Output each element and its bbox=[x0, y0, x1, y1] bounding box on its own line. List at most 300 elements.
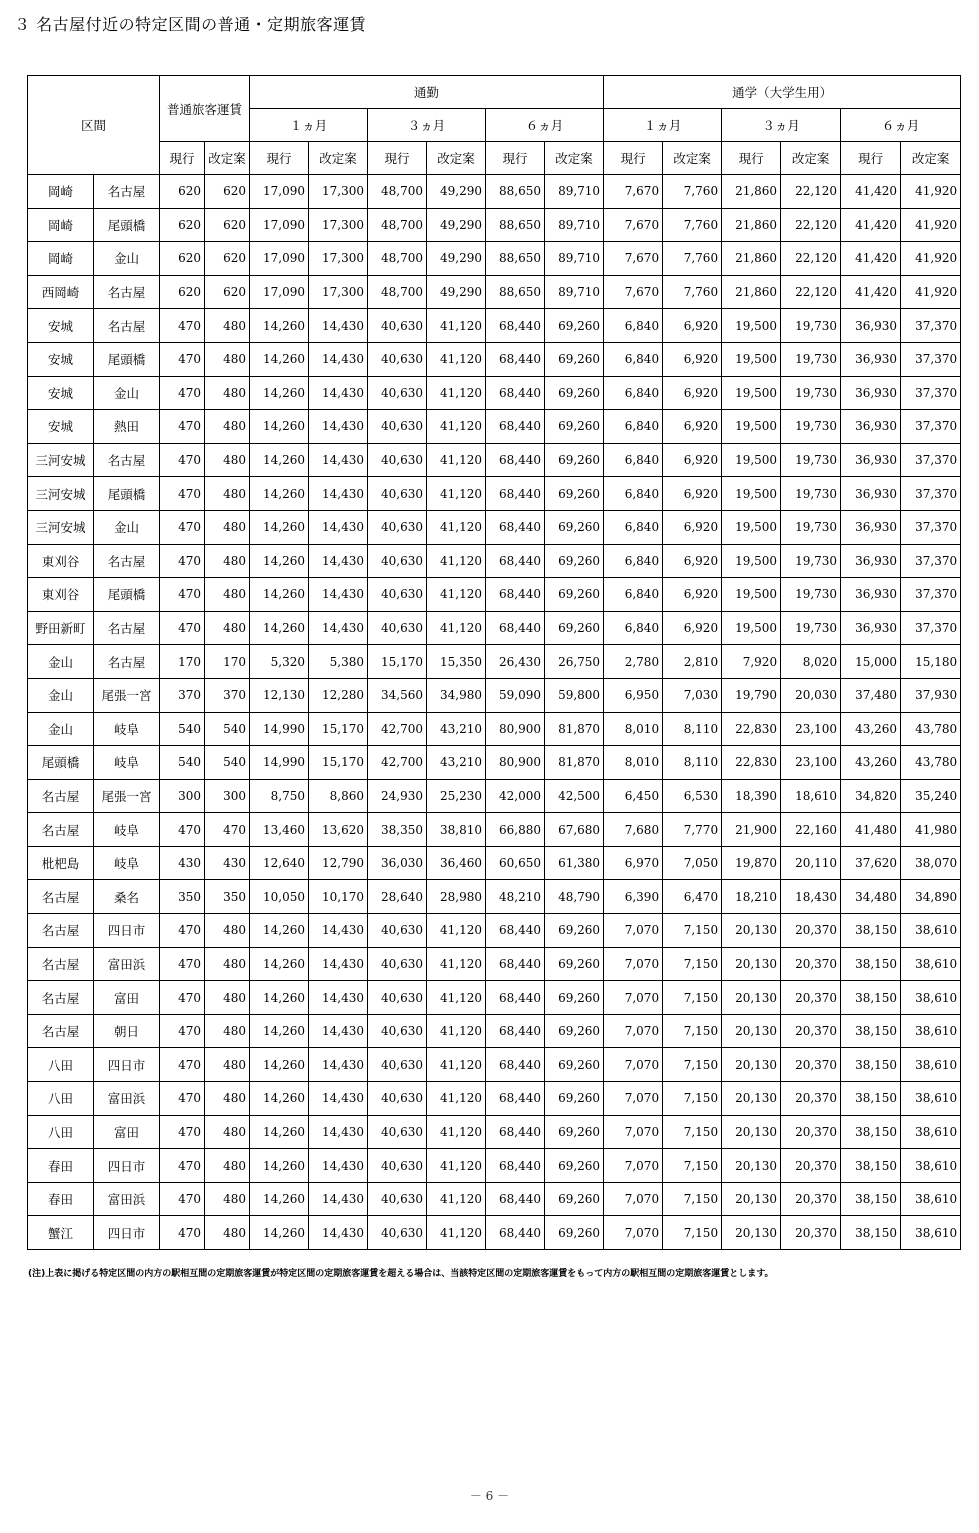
commute-1m-current-cell: 5,320 bbox=[250, 645, 309, 679]
regular-proposed-cell: 480 bbox=[205, 1115, 250, 1149]
student-3m-proposed-cell: 20,370 bbox=[781, 1048, 841, 1082]
commute-1m-current-cell: 14,260 bbox=[250, 914, 309, 948]
student-3m-current-cell: 18,390 bbox=[722, 779, 781, 813]
regular-current-cell: 470 bbox=[160, 611, 205, 645]
from-station-cell: 枇杷島 bbox=[28, 846, 94, 880]
commute-6m-proposed-cell: 89,710 bbox=[545, 275, 604, 309]
student-6m-proposed-cell: 37,370 bbox=[901, 510, 961, 544]
student-1m-proposed-cell: 7,760 bbox=[663, 175, 722, 209]
commute-1m-proposed-cell: 14,430 bbox=[309, 1216, 368, 1250]
regular-current-cell: 470 bbox=[160, 813, 205, 847]
from-station-cell: 蟹江 bbox=[28, 1216, 94, 1250]
student-6m-proposed-cell: 38,610 bbox=[901, 1115, 961, 1149]
regular-proposed-cell: 480 bbox=[205, 443, 250, 477]
commute-6m-proposed-cell: 69,260 bbox=[545, 947, 604, 981]
regular-proposed-cell: 480 bbox=[205, 376, 250, 410]
from-station-cell: 名古屋 bbox=[28, 914, 94, 948]
regular-current-cell: 470 bbox=[160, 1216, 205, 1250]
student-6m-current-cell: 36,930 bbox=[841, 443, 901, 477]
student-1m-proposed-cell: 7,150 bbox=[663, 914, 722, 948]
commute-3m-current-cell: 40,630 bbox=[368, 947, 427, 981]
student-1m-current-cell: 7,070 bbox=[604, 1082, 663, 1116]
regular-proposed-cell: 620 bbox=[205, 242, 250, 276]
student-6m-current-cell: 36,930 bbox=[841, 376, 901, 410]
commute-1m-current-cell: 14,990 bbox=[250, 712, 309, 746]
commute-6m-current-cell: 88,650 bbox=[486, 242, 545, 276]
commute-1m-proposed-cell: 17,300 bbox=[309, 175, 368, 209]
student-6m-proposed-cell: 37,370 bbox=[901, 611, 961, 645]
header-commute-1-month: １ヵ月 bbox=[250, 109, 368, 142]
student-1m-current-cell: 7,070 bbox=[604, 1014, 663, 1048]
header-section: 区間 bbox=[28, 76, 160, 175]
student-6m-proposed-cell: 38,610 bbox=[901, 914, 961, 948]
student-6m-current-cell: 38,150 bbox=[841, 1082, 901, 1116]
student-3m-current-cell: 20,130 bbox=[722, 914, 781, 948]
commute-1m-proposed-cell: 14,430 bbox=[309, 1082, 368, 1116]
commute-6m-current-cell: 80,900 bbox=[486, 746, 545, 780]
commute-6m-proposed-cell: 69,260 bbox=[545, 578, 604, 612]
student-1m-current-cell: 7,070 bbox=[604, 1048, 663, 1082]
commute-1m-proposed-cell: 14,430 bbox=[309, 1182, 368, 1216]
regular-current-cell: 370 bbox=[160, 678, 205, 712]
commute-3m-proposed-cell: 38,810 bbox=[427, 813, 486, 847]
student-3m-proposed-cell: 22,160 bbox=[781, 813, 841, 847]
from-station-cell: 春田 bbox=[28, 1182, 94, 1216]
student-6m-proposed-cell: 41,920 bbox=[901, 242, 961, 276]
regular-proposed-cell: 370 bbox=[205, 678, 250, 712]
footnote: (注)上表に掲げる特定区間の内方の駅相互間の定期旅客運賃が特定区間の定期旅客運賃を超える場合は、当該特定区間の定期旅客運賃をもって内方の駅相互間の定期旅客運賃とします。 bbox=[28, 1269, 774, 1279]
commute-3m-current-cell: 34,560 bbox=[368, 678, 427, 712]
commute-3m-proposed-cell: 41,120 bbox=[427, 1115, 486, 1149]
to-station-cell: 金山 bbox=[94, 376, 160, 410]
student-1m-proposed-cell: 6,470 bbox=[663, 880, 722, 914]
student-3m-proposed-cell: 20,030 bbox=[781, 678, 841, 712]
to-station-cell: 岐阜 bbox=[94, 846, 160, 880]
commute-6m-current-cell: 68,440 bbox=[486, 981, 545, 1015]
commute-6m-current-cell: 48,210 bbox=[486, 880, 545, 914]
from-station-cell: 岡崎 bbox=[28, 242, 94, 276]
student-6m-proposed-cell: 41,920 bbox=[901, 275, 961, 309]
commute-6m-proposed-cell: 89,710 bbox=[545, 208, 604, 242]
commute-6m-current-cell: 68,440 bbox=[486, 1216, 545, 1250]
commute-6m-proposed-cell: 69,260 bbox=[545, 1149, 604, 1183]
student-3m-proposed-cell: 20,370 bbox=[781, 1082, 841, 1116]
to-station-cell: 名古屋 bbox=[94, 309, 160, 343]
student-1m-current-cell: 6,840 bbox=[604, 611, 663, 645]
to-station-cell: 金山 bbox=[94, 510, 160, 544]
commute-6m-proposed-cell: 42,500 bbox=[545, 779, 604, 813]
student-6m-proposed-cell: 37,370 bbox=[901, 342, 961, 376]
commute-1m-current-cell: 17,090 bbox=[250, 275, 309, 309]
commute-6m-current-cell: 88,650 bbox=[486, 208, 545, 242]
student-1m-current-cell: 6,950 bbox=[604, 678, 663, 712]
commute-1m-proposed-cell: 5,380 bbox=[309, 645, 368, 679]
student-6m-proposed-cell: 35,240 bbox=[901, 779, 961, 813]
commute-3m-proposed-cell: 41,120 bbox=[427, 376, 486, 410]
commute-1m-proposed-cell: 14,430 bbox=[309, 376, 368, 410]
student-3m-proposed-cell: 22,120 bbox=[781, 242, 841, 276]
commute-3m-current-cell: 42,700 bbox=[368, 746, 427, 780]
student-1m-proposed-cell: 6,920 bbox=[663, 410, 722, 444]
commute-3m-current-cell: 40,630 bbox=[368, 1149, 427, 1183]
commute-6m-proposed-cell: 81,870 bbox=[545, 746, 604, 780]
student-3m-current-cell: 21,860 bbox=[722, 242, 781, 276]
student-1m-current-cell: 7,670 bbox=[604, 175, 663, 209]
table-row bbox=[28, 678, 961, 712]
student-3m-proposed-cell: 22,120 bbox=[781, 175, 841, 209]
commute-3m-proposed-cell: 41,120 bbox=[427, 947, 486, 981]
commute-1m-proposed-cell: 14,430 bbox=[309, 309, 368, 343]
to-station-cell: 金山 bbox=[94, 242, 160, 276]
header-current: 現行 bbox=[841, 142, 901, 175]
commute-3m-current-cell: 48,700 bbox=[368, 175, 427, 209]
commute-3m-proposed-cell: 41,120 bbox=[427, 1149, 486, 1183]
student-6m-proposed-cell: 38,070 bbox=[901, 846, 961, 880]
to-station-cell: 名古屋 bbox=[94, 175, 160, 209]
commute-1m-current-cell: 14,990 bbox=[250, 746, 309, 780]
table-row bbox=[28, 1048, 961, 1082]
student-3m-proposed-cell: 18,610 bbox=[781, 779, 841, 813]
fare-table-header bbox=[28, 76, 961, 175]
table-row bbox=[28, 880, 961, 914]
commute-6m-proposed-cell: 69,260 bbox=[545, 376, 604, 410]
regular-proposed-cell: 620 bbox=[205, 275, 250, 309]
commute-3m-proposed-cell: 41,120 bbox=[427, 1216, 486, 1250]
student-1m-current-cell: 6,840 bbox=[604, 544, 663, 578]
from-station-cell: 名古屋 bbox=[28, 880, 94, 914]
header-commute: 通勤 bbox=[250, 76, 604, 109]
regular-current-cell: 170 bbox=[160, 645, 205, 679]
table-row bbox=[28, 1082, 961, 1116]
student-1m-current-cell: 7,070 bbox=[604, 947, 663, 981]
table-row bbox=[28, 712, 961, 746]
to-station-cell: 岐阜 bbox=[94, 813, 160, 847]
student-3m-current-cell: 20,130 bbox=[722, 1216, 781, 1250]
from-station-cell: 尾頭橋 bbox=[28, 746, 94, 780]
header-commute-3-month: ３ヵ月 bbox=[368, 109, 486, 142]
student-3m-proposed-cell: 19,730 bbox=[781, 477, 841, 511]
student-6m-current-cell: 38,150 bbox=[841, 1216, 901, 1250]
table-row bbox=[28, 410, 961, 444]
student-3m-proposed-cell: 19,730 bbox=[781, 342, 841, 376]
commute-1m-proposed-cell: 14,430 bbox=[309, 342, 368, 376]
commute-3m-current-cell: 42,700 bbox=[368, 712, 427, 746]
regular-current-cell: 430 bbox=[160, 846, 205, 880]
regular-proposed-cell: 480 bbox=[205, 342, 250, 376]
to-station-cell: 四日市 bbox=[94, 1149, 160, 1183]
student-3m-proposed-cell: 20,370 bbox=[781, 1182, 841, 1216]
fare-table-body bbox=[28, 175, 961, 1250]
student-1m-proposed-cell: 8,110 bbox=[663, 746, 722, 780]
student-3m-proposed-cell: 19,730 bbox=[781, 510, 841, 544]
header-student-3-month: ３ヵ月 bbox=[722, 109, 841, 142]
to-station-cell: 名古屋 bbox=[94, 443, 160, 477]
commute-3m-proposed-cell: 28,980 bbox=[427, 880, 486, 914]
header-current: 現行 bbox=[250, 142, 309, 175]
regular-current-cell: 540 bbox=[160, 712, 205, 746]
commute-1m-proposed-cell: 14,430 bbox=[309, 544, 368, 578]
table-row bbox=[28, 746, 961, 780]
student-3m-current-cell: 20,130 bbox=[722, 1048, 781, 1082]
student-1m-current-cell: 6,840 bbox=[604, 410, 663, 444]
commute-3m-current-cell: 28,640 bbox=[368, 880, 427, 914]
student-6m-current-cell: 38,150 bbox=[841, 1182, 901, 1216]
student-6m-current-cell: 37,620 bbox=[841, 846, 901, 880]
regular-proposed-cell: 480 bbox=[205, 1149, 250, 1183]
regular-proposed-cell: 480 bbox=[205, 1216, 250, 1250]
student-3m-current-cell: 21,860 bbox=[722, 175, 781, 209]
from-station-cell: 野田新町 bbox=[28, 611, 94, 645]
student-6m-proposed-cell: 38,610 bbox=[901, 981, 961, 1015]
commute-1m-proposed-cell: 17,300 bbox=[309, 242, 368, 276]
student-3m-proposed-cell: 23,100 bbox=[781, 712, 841, 746]
commute-6m-proposed-cell: 69,260 bbox=[545, 1216, 604, 1250]
student-1m-current-cell: 7,070 bbox=[604, 1216, 663, 1250]
student-1m-proposed-cell: 6,920 bbox=[663, 342, 722, 376]
commute-1m-proposed-cell: 17,300 bbox=[309, 208, 368, 242]
commute-1m-current-cell: 8,750 bbox=[250, 779, 309, 813]
commute-6m-current-cell: 68,440 bbox=[486, 914, 545, 948]
commute-1m-proposed-cell: 12,280 bbox=[309, 678, 368, 712]
student-3m-current-cell: 20,130 bbox=[722, 947, 781, 981]
student-1m-current-cell: 6,840 bbox=[604, 309, 663, 343]
commute-3m-current-cell: 40,630 bbox=[368, 914, 427, 948]
regular-proposed-cell: 480 bbox=[205, 914, 250, 948]
commute-1m-current-cell: 14,260 bbox=[250, 611, 309, 645]
header-current-proposed-row bbox=[28, 142, 961, 175]
student-6m-proposed-cell: 15,180 bbox=[901, 645, 961, 679]
student-3m-proposed-cell: 20,370 bbox=[781, 981, 841, 1015]
student-6m-proposed-cell: 37,370 bbox=[901, 443, 961, 477]
regular-proposed-cell: 470 bbox=[205, 813, 250, 847]
commute-6m-proposed-cell: 81,870 bbox=[545, 712, 604, 746]
to-station-cell: 名古屋 bbox=[94, 611, 160, 645]
commute-6m-current-cell: 68,440 bbox=[486, 1182, 545, 1216]
commute-1m-proposed-cell: 14,430 bbox=[309, 477, 368, 511]
commute-1m-proposed-cell: 17,300 bbox=[309, 275, 368, 309]
student-6m-current-cell: 36,930 bbox=[841, 578, 901, 612]
student-6m-proposed-cell: 37,370 bbox=[901, 544, 961, 578]
student-6m-proposed-cell: 37,370 bbox=[901, 477, 961, 511]
commute-6m-proposed-cell: 69,260 bbox=[545, 1182, 604, 1216]
to-station-cell: 名古屋 bbox=[94, 645, 160, 679]
from-station-cell: 東刈谷 bbox=[28, 544, 94, 578]
student-6m-proposed-cell: 41,980 bbox=[901, 813, 961, 847]
regular-proposed-cell: 540 bbox=[205, 712, 250, 746]
header-student-1-month: １ヵ月 bbox=[604, 109, 722, 142]
table-row bbox=[28, 242, 961, 276]
commute-3m-current-cell: 36,030 bbox=[368, 846, 427, 880]
student-3m-proposed-cell: 19,730 bbox=[781, 376, 841, 410]
student-6m-proposed-cell: 38,610 bbox=[901, 947, 961, 981]
commute-1m-current-cell: 14,260 bbox=[250, 1216, 309, 1250]
regular-current-cell: 300 bbox=[160, 779, 205, 813]
commute-6m-current-cell: 68,440 bbox=[486, 309, 545, 343]
student-6m-current-cell: 41,420 bbox=[841, 242, 901, 276]
student-1m-current-cell: 6,840 bbox=[604, 578, 663, 612]
commute-1m-current-cell: 12,130 bbox=[250, 678, 309, 712]
table-row bbox=[28, 1115, 961, 1149]
commute-3m-current-cell: 48,700 bbox=[368, 208, 427, 242]
student-6m-current-cell: 38,150 bbox=[841, 1115, 901, 1149]
commute-6m-current-cell: 68,440 bbox=[486, 342, 545, 376]
student-1m-current-cell: 7,070 bbox=[604, 1182, 663, 1216]
to-station-cell: 尾頭橋 bbox=[94, 477, 160, 511]
commute-1m-proposed-cell: 14,430 bbox=[309, 578, 368, 612]
commute-3m-proposed-cell: 41,120 bbox=[427, 914, 486, 948]
regular-current-cell: 620 bbox=[160, 275, 205, 309]
student-6m-current-cell: 41,480 bbox=[841, 813, 901, 847]
student-6m-proposed-cell: 37,370 bbox=[901, 376, 961, 410]
commute-1m-proposed-cell: 14,430 bbox=[309, 1115, 368, 1149]
student-6m-proposed-cell: 37,930 bbox=[901, 678, 961, 712]
commute-1m-proposed-cell: 14,430 bbox=[309, 510, 368, 544]
student-3m-current-cell: 21,860 bbox=[722, 208, 781, 242]
student-3m-proposed-cell: 20,370 bbox=[781, 1014, 841, 1048]
page-title: ３ 名古屋付近の特定区間の普通・定期旅客運賃 bbox=[14, 15, 367, 34]
student-6m-current-cell: 38,150 bbox=[841, 1048, 901, 1082]
student-1m-current-cell: 7,670 bbox=[604, 208, 663, 242]
header-regular-fare: 普通旅客運賃 bbox=[160, 76, 250, 142]
regular-current-cell: 470 bbox=[160, 544, 205, 578]
table-row bbox=[28, 578, 961, 612]
commute-6m-current-cell: 68,440 bbox=[486, 1014, 545, 1048]
to-station-cell: 富田浜 bbox=[94, 947, 160, 981]
student-3m-proposed-cell: 22,120 bbox=[781, 275, 841, 309]
student-3m-proposed-cell: 19,730 bbox=[781, 544, 841, 578]
regular-proposed-cell: 480 bbox=[205, 1048, 250, 1082]
header-proposed: 改定案 bbox=[781, 142, 841, 175]
commute-3m-current-cell: 40,630 bbox=[368, 1048, 427, 1082]
to-station-cell: 尾頭橋 bbox=[94, 208, 160, 242]
student-6m-current-cell: 43,260 bbox=[841, 712, 901, 746]
student-3m-proposed-cell: 20,370 bbox=[781, 947, 841, 981]
to-station-cell: 四日市 bbox=[94, 1216, 160, 1250]
to-station-cell: 尾張一宮 bbox=[94, 678, 160, 712]
table-row bbox=[28, 981, 961, 1015]
table-row bbox=[28, 443, 961, 477]
regular-current-cell: 470 bbox=[160, 1082, 205, 1116]
commute-6m-current-cell: 88,650 bbox=[486, 175, 545, 209]
from-station-cell: 名古屋 bbox=[28, 779, 94, 813]
table-row bbox=[28, 1216, 961, 1250]
header-proposed: 改定案 bbox=[427, 142, 486, 175]
student-3m-current-cell: 21,900 bbox=[722, 813, 781, 847]
to-station-cell: 富田浜 bbox=[94, 1082, 160, 1116]
commute-6m-proposed-cell: 69,260 bbox=[545, 544, 604, 578]
from-station-cell: 春田 bbox=[28, 1149, 94, 1183]
student-3m-current-cell: 20,130 bbox=[722, 1115, 781, 1149]
student-6m-current-cell: 36,930 bbox=[841, 611, 901, 645]
regular-proposed-cell: 480 bbox=[205, 578, 250, 612]
from-station-cell: 西岡崎 bbox=[28, 275, 94, 309]
regular-current-cell: 470 bbox=[160, 1014, 205, 1048]
commute-1m-current-cell: 12,640 bbox=[250, 846, 309, 880]
commute-3m-proposed-cell: 43,210 bbox=[427, 712, 486, 746]
student-6m-proposed-cell: 41,920 bbox=[901, 175, 961, 209]
student-3m-current-cell: 22,830 bbox=[722, 712, 781, 746]
student-6m-proposed-cell: 38,610 bbox=[901, 1149, 961, 1183]
commute-6m-proposed-cell: 59,800 bbox=[545, 678, 604, 712]
commute-3m-current-cell: 48,700 bbox=[368, 242, 427, 276]
student-1m-current-cell: 6,840 bbox=[604, 342, 663, 376]
student-1m-proposed-cell: 7,150 bbox=[663, 1149, 722, 1183]
student-6m-current-cell: 41,420 bbox=[841, 208, 901, 242]
header-student-6-month: ６ヵ月 bbox=[841, 109, 961, 142]
commute-6m-proposed-cell: 67,680 bbox=[545, 813, 604, 847]
from-station-cell: 名古屋 bbox=[28, 947, 94, 981]
from-station-cell: 名古屋 bbox=[28, 813, 94, 847]
table-row bbox=[28, 914, 961, 948]
student-6m-current-cell: 38,150 bbox=[841, 981, 901, 1015]
regular-current-cell: 470 bbox=[160, 981, 205, 1015]
student-1m-proposed-cell: 6,920 bbox=[663, 376, 722, 410]
student-6m-proposed-cell: 43,780 bbox=[901, 712, 961, 746]
commute-1m-proposed-cell: 10,170 bbox=[309, 880, 368, 914]
student-3m-current-cell: 19,500 bbox=[722, 510, 781, 544]
student-6m-current-cell: 36,930 bbox=[841, 477, 901, 511]
from-station-cell: 安城 bbox=[28, 309, 94, 343]
student-1m-current-cell: 7,670 bbox=[604, 275, 663, 309]
commute-6m-proposed-cell: 69,260 bbox=[545, 914, 604, 948]
student-1m-current-cell: 2,780 bbox=[604, 645, 663, 679]
student-1m-proposed-cell: 6,920 bbox=[663, 477, 722, 511]
commute-6m-proposed-cell: 69,260 bbox=[545, 1014, 604, 1048]
page-number: － 6 － bbox=[469, 1489, 510, 1503]
commute-6m-current-cell: 68,440 bbox=[486, 1082, 545, 1116]
commute-6m-current-cell: 68,440 bbox=[486, 947, 545, 981]
table-row bbox=[28, 1149, 961, 1183]
commute-1m-current-cell: 14,260 bbox=[250, 1182, 309, 1216]
commute-3m-current-cell: 40,630 bbox=[368, 1082, 427, 1116]
student-1m-proposed-cell: 7,760 bbox=[663, 242, 722, 276]
commute-6m-current-cell: 68,440 bbox=[486, 611, 545, 645]
from-station-cell: 三河安城 bbox=[28, 443, 94, 477]
commute-3m-proposed-cell: 41,120 bbox=[427, 1182, 486, 1216]
regular-proposed-cell: 480 bbox=[205, 981, 250, 1015]
student-6m-proposed-cell: 38,610 bbox=[901, 1014, 961, 1048]
commute-6m-current-cell: 66,880 bbox=[486, 813, 545, 847]
header-proposed: 改定案 bbox=[545, 142, 604, 175]
regular-proposed-cell: 540 bbox=[205, 746, 250, 780]
commute-3m-current-cell: 40,630 bbox=[368, 376, 427, 410]
student-1m-current-cell: 7,070 bbox=[604, 1149, 663, 1183]
student-1m-proposed-cell: 7,150 bbox=[663, 1048, 722, 1082]
commute-6m-proposed-cell: 69,260 bbox=[545, 510, 604, 544]
student-1m-proposed-cell: 6,920 bbox=[663, 611, 722, 645]
to-station-cell: 富田 bbox=[94, 981, 160, 1015]
student-1m-proposed-cell: 6,920 bbox=[663, 510, 722, 544]
commute-3m-current-cell: 40,630 bbox=[368, 410, 427, 444]
regular-proposed-cell: 480 bbox=[205, 544, 250, 578]
commute-6m-current-cell: 88,650 bbox=[486, 275, 545, 309]
table-row bbox=[28, 947, 961, 981]
student-1m-proposed-cell: 8,110 bbox=[663, 712, 722, 746]
commute-3m-current-cell: 40,630 bbox=[368, 477, 427, 511]
student-3m-current-cell: 19,500 bbox=[722, 443, 781, 477]
student-3m-proposed-cell: 19,730 bbox=[781, 443, 841, 477]
commute-6m-proposed-cell: 69,260 bbox=[545, 981, 604, 1015]
table-row bbox=[28, 208, 961, 242]
student-3m-proposed-cell: 22,120 bbox=[781, 208, 841, 242]
student-1m-proposed-cell: 7,150 bbox=[663, 981, 722, 1015]
header-commute-6-month: ６ヵ月 bbox=[486, 109, 604, 142]
commute-3m-current-cell: 40,630 bbox=[368, 981, 427, 1015]
student-1m-current-cell: 6,840 bbox=[604, 477, 663, 511]
commute-3m-current-cell: 40,630 bbox=[368, 342, 427, 376]
commute-3m-current-cell: 15,170 bbox=[368, 645, 427, 679]
student-3m-proposed-cell: 18,430 bbox=[781, 880, 841, 914]
